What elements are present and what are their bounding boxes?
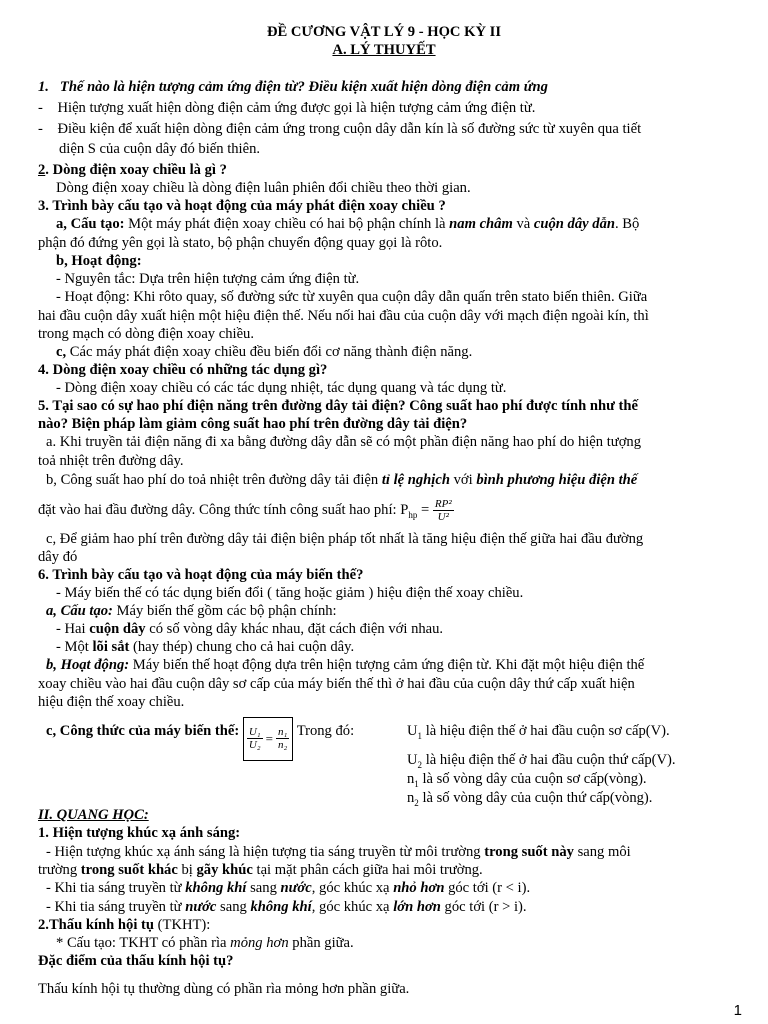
q5-a-1: a. Khi truyền tải điện năng đi xa bằng đường dây dẫn sẽ có một phần điện năng hao phí do hiện tượng [46, 434, 642, 450]
refraction-l4-water: nước [185, 899, 217, 915]
q3-conclusion-text: Các máy phát điện xoay chiều đều biến đổi cơ năng thành điện năng. [66, 344, 473, 360]
q5-a-2: toả nhiệt trên đường dây. [38, 453, 184, 469]
refraction-l2-post: tại mặt phân cách giữa hai môi trường. [252, 862, 483, 878]
q3-magnet: nam châm [449, 216, 513, 232]
q3-structure [56, 216, 639, 233]
document-title: ĐỀ CƯƠNG VẬT LÝ 9 - HỌC KỲ II [266, 24, 502, 40]
q1-bullet-2-cont: diện S của cuộn dây đó biến thiên. [59, 141, 261, 157]
q4-answer: - Dòng điện xoay chiều có các tác dụng nhiệt, tác dụng quang và tác dụng từ. [56, 380, 507, 396]
refraction-l4-mid2: , góc khúc xạ [311, 899, 394, 915]
q2-heading [38, 162, 227, 179]
q6-structure [46, 603, 337, 620]
refraction-l4-post: góc tới (r > i). [440, 899, 527, 915]
q2-answer: Dòng điện xoay chiều là dòng điện luân phiên đổi chiều theo thời gian. [56, 180, 471, 196]
n1-desc: là số vòng dây của cuộn sơ cấp(vòng). [418, 771, 647, 787]
refraction-l3-pre: - Khi tia sáng truyền từ [46, 880, 186, 896]
lens-structure-post: phần giữa. [288, 935, 354, 951]
lens-title [38, 917, 210, 934]
formula-n2: n₂ [277, 739, 288, 751]
refraction-l3-mid2: , góc khúc xạ [311, 880, 394, 896]
formula-equals: = [265, 730, 273, 746]
q5-c-1: c, Để giảm hao phí trên đường dây tải điện biện pháp tốt nhất là tăng hiệu điện thế giữa hai đầu đường [46, 531, 644, 547]
loss-formula-numerator: RP² [434, 498, 452, 511]
q5-b-1-text: b, Công suất hao phí do toả nhiệt trên đường dây tải điện [46, 472, 382, 488]
page-number: 1 [733, 1002, 742, 1019]
q3-operation-1: - Hoạt động: Khi rôto quay, số đường sức từ xuyên qua cuộn dây dẫn quấn trên stato biến thiên. Giữa [56, 289, 648, 305]
q5-p-subscript: hp [408, 509, 418, 520]
refraction-l2-bold2: gãy khúc [196, 862, 253, 878]
q1-bullet-1: - Hiện tượng xuất hiện dòng điện cảm ứng được gọi là hiện tượng cảm ứng điện từ. [38, 100, 536, 116]
loss-formula-denominator: U² [437, 511, 449, 524]
q1-question: Thế nào là hiện tượng cảm ứng điện từ? Điều kiện xuất hiện dòng điện cảm ứng [59, 79, 548, 95]
n2-desc: là số vòng dây của cuộn thứ cấp(vòng). [418, 790, 653, 806]
q6-operation-text: Máy biến thế hoạt động dựa trên hiện tượng cảm ứng điện từ. Khi đặt một hiệu điện thế [129, 657, 645, 673]
formula-u2: U₂ [248, 739, 261, 751]
lens-properties-title: Đặc điểm của thấu kính hội tụ? [38, 953, 234, 969]
refraction-line-2 [38, 862, 483, 879]
q6-operation-1 [46, 657, 644, 674]
section-a-heading: A. LÝ THUYẾT [332, 42, 436, 58]
q3-structure-label: a, Cấu tạo: [56, 216, 125, 232]
q6-structure-label: a, Cấu tạo: [46, 603, 113, 619]
q5-heading-2: nào? Biện pháp làm giảm công suất hao phí trên đường dây tải điện? [38, 416, 468, 432]
q6-item-1-post: có số vòng dây khác nhau, đặt cách điện với nhau. [145, 621, 444, 637]
q1-heading [38, 79, 548, 96]
refraction-title: 1. Hiện tượng khúc xạ ánh sáng: [38, 825, 241, 841]
q6-structure-item-2 [56, 639, 354, 656]
q3-structure-text: Một máy phát điện xoay chiều có hai bộ phận chính là [124, 216, 450, 232]
q3-coil: cuộn dây dẫn [533, 216, 615, 232]
q6-item-2-post: (hay thép) chung cho cả hai cuộn dây. [129, 639, 355, 655]
lens-properties-text: Thấu kính hội tụ thường dùng có phần rìa mỏng hơn phần giữa. [38, 981, 410, 997]
refraction-l2-bold1: trong suốt khác [80, 862, 178, 878]
q5-equals: = [417, 502, 430, 518]
q1-bullet-2-text: Điều kiện để xuất hiện dòng điện cảm ứng trong cuộn dây dẫn kín là số đường sức từ xuyên qua tiết [57, 121, 642, 137]
formula-u1: U₁ [248, 726, 261, 738]
q3-structure-end: . Bộ [614, 216, 640, 232]
q5-square: bình phương hiệu điện thế [476, 472, 638, 488]
q3-conclusion-label: c, [56, 344, 67, 360]
q6-structure-item-1 [56, 621, 443, 638]
refraction-l4-larger: lớn hơn [393, 899, 441, 915]
q2-question: . Dòng điện xoay chiều là gì ? [45, 162, 227, 178]
refraction-l4-mid1: sang [216, 899, 251, 915]
refraction-l4-pre: - Khi tia sáng truyền từ [46, 899, 186, 915]
q5-heading-1: 5. Tại sao có sự hao phí điện năng trên đường dây tải điện? Công suất hao phí được tính như thế [38, 398, 638, 414]
q3-conclusion [56, 344, 472, 361]
refraction-line-4 [46, 899, 527, 916]
optics-heading: II. QUANG HỌC: [38, 807, 149, 823]
q6-where-u1 [407, 723, 670, 745]
refraction-l3-post: góc tới (r < i). [444, 880, 531, 896]
u2-symbol: U [407, 752, 418, 768]
q6-operation-2: xoay chiều vào hai đầu cuộn dây sơ cấp của máy biến thế thì ở hai đầu của cuộn dây thứ cấp xuất hiện [38, 676, 635, 692]
q5-b-1 [46, 472, 637, 489]
q6-where: Trong đó: [296, 723, 355, 739]
q5-b-2-text: đặt vào hai đầu đường dây. Công thức tính công suất hao phí: P [38, 502, 409, 518]
u1-subscript: 1 [417, 730, 423, 741]
refraction-l3-smaller: nhỏ hơn [393, 880, 445, 896]
q1-bullet-1-text: Hiện tượng xuất hiện dòng điện cảm ứng được gọi là hiện tượng cảm ứng điện từ. [57, 100, 536, 116]
q3-operation-2: hai đầu cuộn dây xuất hiện một hiệu điện thế. Nếu nối hai đầu của cuộn dây với mạch điện ngoài kín, thì [38, 308, 649, 324]
q5-with: với [449, 472, 477, 488]
q6-coils: cuộn dây [89, 621, 146, 637]
refraction-l1-pre: - Hiện tượng khúc xạ ánh sáng là hiện tượng tia sáng truyền từ môi trường [46, 844, 485, 860]
q5-b-2 [38, 496, 454, 529]
u1-desc: là hiệu điện thế ở hai đầu cuộn sơ cấp(V). [422, 723, 670, 739]
lens-structure [56, 935, 354, 952]
voltage-ratio [247, 726, 263, 751]
n2-symbol: n [407, 790, 415, 806]
q3-operation-3: trong mạch có dòng điện xoay chiều. [38, 326, 255, 342]
u2-subscript: 2 [417, 759, 423, 770]
formula-n1: n₁ [277, 726, 288, 738]
turns-ratio [276, 726, 289, 751]
refraction-l3-water: nước [280, 880, 312, 896]
n2-subscript: 2 [414, 797, 419, 808]
refraction-l1-bold: trong suốt này [484, 844, 574, 860]
transformer-formula-line [46, 711, 354, 761]
q1-bullet-2: - Điều kiện để xuất hiện dòng điện cảm ứng trong cuộn dây dẫn kín là số đường sức từ xuyên qua tiết [38, 121, 642, 137]
u1-symbol: U [407, 723, 418, 739]
q6-iron-core: lõi sắt [92, 639, 130, 655]
q6-operation-3: hiệu điện thế xoay chiều. [38, 694, 185, 710]
refraction-l1-post: sang môi [573, 844, 631, 860]
lens-thinner: mỏng hơn [230, 935, 289, 951]
q3-and: và [512, 216, 534, 232]
refraction-l4-air: không khí [250, 899, 312, 915]
q6-heading: 6. Trình bày cấu tạo và hoạt động của máy biến thế? [38, 567, 364, 583]
q1-number: 1. [38, 79, 49, 95]
q4-heading: 4. Dòng điện xoay chiều có những tác dụng gì? [38, 362, 328, 378]
q2-number: 2 [38, 162, 46, 178]
u2-desc: là hiệu điện thế ở hai đầu cuộn thứ cấp(V). [422, 752, 676, 768]
refraction-l3-mid1: sang [246, 880, 281, 896]
q6-formula-label: c, Công thức của máy biến thế: [46, 723, 240, 739]
refraction-line-1 [46, 844, 631, 861]
n1-subscript: 1 [414, 778, 419, 789]
q6-item-1-pre: - Hai [56, 621, 90, 637]
transformer-formula [243, 717, 293, 761]
q6-operation-label: b, Hoạt động: [46, 657, 130, 673]
q3-principle: - Nguyên tắc: Dựa trên hiện tượng cảm ứng điện từ. [56, 271, 360, 287]
q5-inverse: tỉ lệ nghịch [381, 472, 450, 488]
refraction-l2-mid: bị [177, 862, 197, 878]
refraction-l2-pre: trường [38, 862, 81, 878]
lens-abbr: (TKHT): [154, 917, 211, 933]
q6-structure-text: Máy biến thế gồm các bộ phận chính: [112, 603, 337, 619]
q3-heading: 3. Trình bày cấu tạo và hoạt động của máy phát điện xoay chiều ? [38, 198, 446, 214]
n1-symbol: n [407, 771, 415, 787]
refraction-l3-air: không khí [185, 880, 247, 896]
lens-title-text: 2.Thấu kính hội tụ [38, 917, 155, 933]
refraction-line-3 [46, 880, 530, 897]
q6-where-n2 [407, 790, 652, 812]
q5-c-2: dây đó [38, 549, 78, 565]
q6-intro: - Máy biến thế có tác dụng biến đổi ( tăng hoặc giảm ) hiệu điện thế xoay chiều. [56, 585, 524, 601]
loss-power-formula [433, 498, 454, 523]
q3-structure-line2: phận đó đứng yên gọi là stato, bộ phận chuyển động quay gọi là rôto. [38, 235, 443, 251]
q6-item-2-pre: - Một [56, 639, 93, 655]
q3-operation-label: b, Hoạt động: [56, 253, 142, 269]
lens-structure-pre: * Cấu tạo: TKHT có phần rìa [56, 935, 231, 951]
